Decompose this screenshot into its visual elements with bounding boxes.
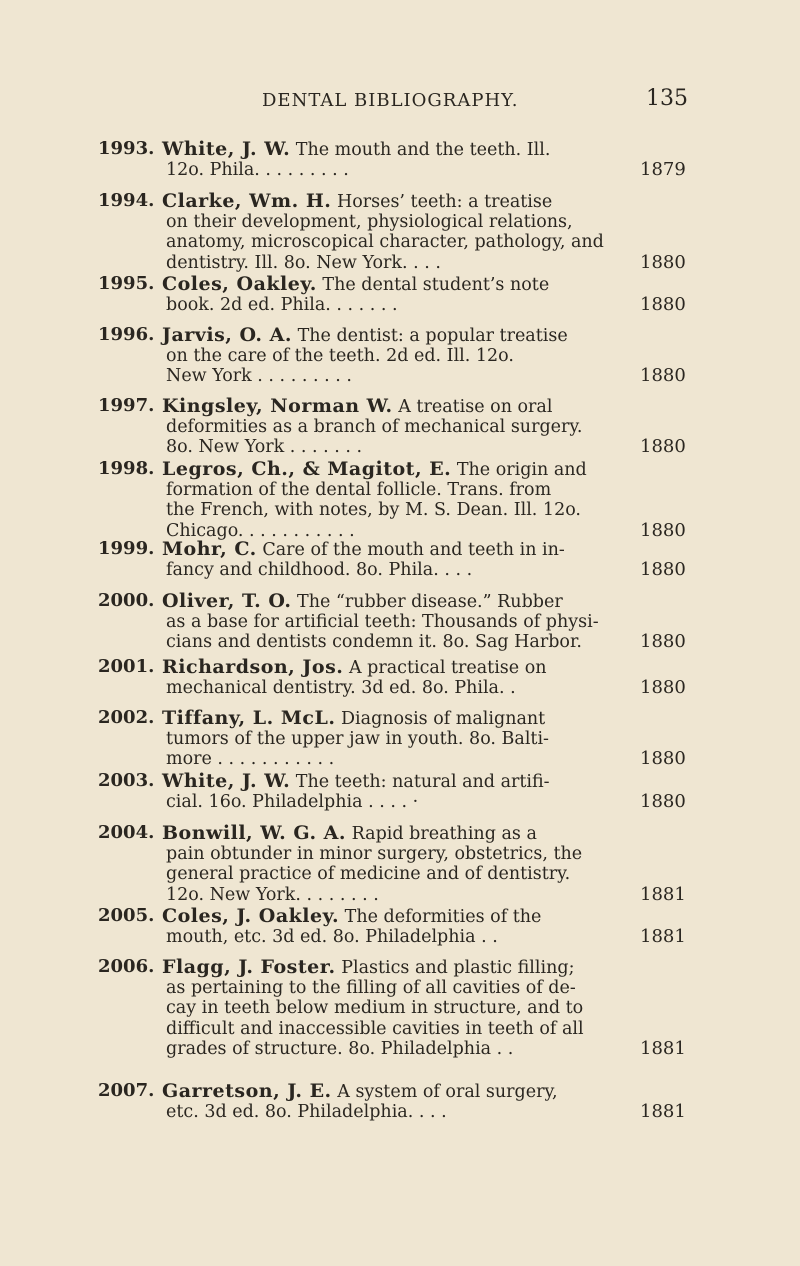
entry-first-line <box>162 538 565 560</box>
entry-number: 1998. <box>98 458 155 479</box>
entry-first-line <box>162 905 541 927</box>
entry-number: 1999. <box>98 538 155 559</box>
entry-number: 2000. <box>98 590 155 611</box>
entry-text: The mouth and the teeth. Ill. <box>290 140 551 160</box>
running-header <box>0 86 800 116</box>
entry-number: 2002. <box>98 707 155 728</box>
entry-continuation-line <box>166 997 583 1019</box>
entry-text: 12o. Phila. . . . . . . . . <box>166 159 349 180</box>
entry-text: cay in teeth below medium in structure, and to <box>166 998 584 1018</box>
entry-number: 1995. <box>98 273 155 294</box>
entry-continuation-line <box>166 252 441 274</box>
entry-first-line <box>162 138 550 160</box>
entry-continuation-line <box>166 436 362 458</box>
publication-year: 1880 <box>640 519 686 541</box>
entry-text: A practical treatise on <box>343 658 547 678</box>
entry-continuation-line <box>166 211 573 233</box>
author-name: Clarke, Wm. H. <box>162 190 332 212</box>
entry-text: book. 2d ed. Phila. . . . . . . <box>166 294 398 315</box>
entry-continuation-line <box>166 1101 447 1123</box>
entry-continuation-line <box>166 611 599 633</box>
publication-year: 1880 <box>640 251 686 273</box>
entry-first-line <box>162 458 587 480</box>
author-name: Oliver, T. O. <box>162 590 292 612</box>
entry-text: Chicago. . . . . . . . . . . <box>166 520 355 541</box>
author-name: Coles, J. Oakley. <box>162 905 340 927</box>
entry-continuation-line <box>166 926 498 948</box>
entry-text: grades of structure. 8o. Philadelphia . . <box>166 1039 514 1059</box>
entry-text: the French, with notes, by M. S. Dean. Ill. 12o. <box>166 500 581 520</box>
entry-text: Diagnosis of malignant <box>335 709 546 729</box>
publication-year: 1880 <box>640 293 686 315</box>
entry-text: as a base for artificial teeth: Thousands of physi- <box>166 611 599 632</box>
publication-year: 1880 <box>640 558 686 580</box>
entry-continuation-line <box>166 365 352 387</box>
author-name: Coles, Oakley. <box>162 273 317 295</box>
entry-text: fancy and childhood. 8o. Phila. . . . <box>166 559 473 580</box>
entry-text: The dental student’s note <box>316 275 550 295</box>
running-title: DENTAL BIBLIOGRAPHY. <box>262 90 519 111</box>
entry-text: mouth, etc. 3d ed. 8o. Philadelphia . . <box>166 926 498 947</box>
entry-text: Care of the mouth and teeth in in- <box>256 540 565 560</box>
entry-text: New York . . . . . . . . . <box>166 366 352 386</box>
entry-number: 1994. <box>98 190 155 211</box>
entry-number: 2004. <box>98 822 155 843</box>
entry-continuation-line <box>166 884 379 906</box>
entry-continuation-line <box>166 863 570 885</box>
publication-year: 1880 <box>640 631 686 652</box>
entry-text: pain obtunder in minor surgery, obstetrics, the <box>166 843 583 864</box>
entry-text: as pertaining to the filling of all cavities of de- <box>166 977 576 998</box>
entry-text: mechanical dentistry. 3d ed. 8o. Phila. . <box>166 677 516 698</box>
publication-year: 1880 <box>640 436 686 457</box>
entry-text: A system of oral surgery, <box>331 1082 558 1102</box>
publication-year: 1880 <box>640 365 686 386</box>
entry-continuation-line <box>166 294 398 316</box>
entry-number: 2006. <box>98 956 155 977</box>
author-name: Kingsley, Norman W. <box>162 395 393 417</box>
entry-text: cial. 16o. Philadelphia . . . . · <box>166 791 419 812</box>
entry-text: The origin and <box>451 460 587 480</box>
entry-continuation-line <box>166 791 418 813</box>
entry-text: more . . . . . . . . . . . <box>166 749 335 769</box>
entry-text: deformities as a branch of mechanical surgery. <box>166 416 583 437</box>
entry-number: 1996. <box>98 324 155 345</box>
entry-text: cians and dentists condemn it. 8o. Sag Harbor. <box>166 632 582 652</box>
entry-continuation-line <box>166 231 604 253</box>
author-name: Flagg, J. Foster. <box>162 956 336 978</box>
entry-text: difficult and inaccessible cavities in teeth of all <box>166 1018 584 1039</box>
entry-first-line <box>162 395 552 417</box>
author-name: Tiffany, L. McL. <box>162 707 336 729</box>
author-name: Garretson, J. E. <box>162 1080 332 1102</box>
author-name: Mohr, C. <box>162 538 257 560</box>
entry-first-line <box>162 273 549 295</box>
entry-text: The “rubber disease.” Rubber <box>291 592 563 612</box>
entry-first-line <box>162 190 552 212</box>
publication-year: 1881 <box>640 1100 686 1122</box>
entry-text: etc. 3d ed. 8o. Philadelphia. . . . <box>166 1101 447 1122</box>
author-name: Richardson, Jos. <box>162 656 344 678</box>
entry-text: general practice of medicine and of dentistry. <box>166 864 571 884</box>
entry-first-line <box>162 590 563 612</box>
entry-first-line <box>162 656 547 678</box>
entry-text: dentistry. Ill. 8o. New York. . . . <box>166 252 441 273</box>
page-number: 135 <box>646 86 688 111</box>
entry-text: on their development, physiological relations, <box>166 211 573 232</box>
entry-text: formation of the dental follicle. Trans. from <box>166 479 552 500</box>
entry-text: A treatise on oral <box>392 397 553 417</box>
entry-text: Rapid breathing as a <box>346 824 537 844</box>
publication-year: 1880 <box>640 748 686 769</box>
entry-text: anatomy, microscopical character, pathology, and <box>166 232 604 252</box>
entry-continuation-line <box>166 559 472 581</box>
entry-number: 2001. <box>98 656 155 677</box>
entry-first-line <box>162 1080 558 1102</box>
entry-number: 1993. <box>98 138 155 159</box>
entry-first-line <box>162 956 574 978</box>
entry-continuation-line <box>166 479 551 501</box>
author-name: Legros, Ch., & Magitot, E. <box>162 458 452 480</box>
publication-year: 1880 <box>640 790 686 812</box>
entry-continuation-line <box>166 416 583 438</box>
entry-text: 8o. New York . . . . . . . <box>166 437 363 457</box>
entry-continuation-line <box>166 748 334 770</box>
publication-year: 1881 <box>640 925 686 947</box>
entry-text: The dentist: a popular treatise <box>292 326 568 346</box>
entry-number: 2005. <box>98 905 155 926</box>
entry-continuation-line <box>166 631 582 653</box>
entry-continuation-line <box>166 977 576 999</box>
entry-text: The teeth: natural and artifi- <box>290 772 550 792</box>
entry-continuation-line <box>166 345 514 367</box>
entry-text: Horses’ teeth: a treatise <box>331 192 553 212</box>
entry-continuation-line <box>166 1038 513 1060</box>
entry-continuation-line <box>166 499 581 521</box>
entry-number: 2007. <box>98 1080 155 1101</box>
author-name: Jarvis, O. A. <box>162 324 293 346</box>
author-name: White, J. W. <box>162 770 291 792</box>
author-name: Bonwill, W. G. A. <box>162 822 347 844</box>
entry-first-line <box>162 822 537 844</box>
entry-text: tumors of the upper jaw in youth. 8o. Balti- <box>166 728 549 749</box>
entry-number: 2003. <box>98 770 155 791</box>
publication-year: 1879 <box>640 158 686 180</box>
publication-year: 1881 <box>640 883 686 905</box>
entry-number: 1997. <box>98 395 155 416</box>
entry-first-line <box>162 770 550 792</box>
entry-continuation-line <box>166 728 549 750</box>
publication-year: 1881 <box>640 1038 686 1059</box>
entry-first-line <box>162 324 568 346</box>
author-name: White, J. W. <box>162 138 291 160</box>
entry-text: The deformities of the <box>339 907 542 927</box>
entry-text: 12o. New York. . . . . . . . <box>166 884 379 905</box>
entry-continuation-line <box>166 159 349 181</box>
entry-text: Plastics and plastic filling; <box>335 958 575 978</box>
entry-continuation-line <box>166 677 516 699</box>
entry-text: on the care of the teeth. 2d ed. Ill. 12o. <box>166 345 514 366</box>
publication-year: 1880 <box>640 676 686 698</box>
entry-first-line <box>162 707 545 729</box>
entry-continuation-line <box>166 843 582 865</box>
entry-continuation-line <box>166 1018 584 1040</box>
